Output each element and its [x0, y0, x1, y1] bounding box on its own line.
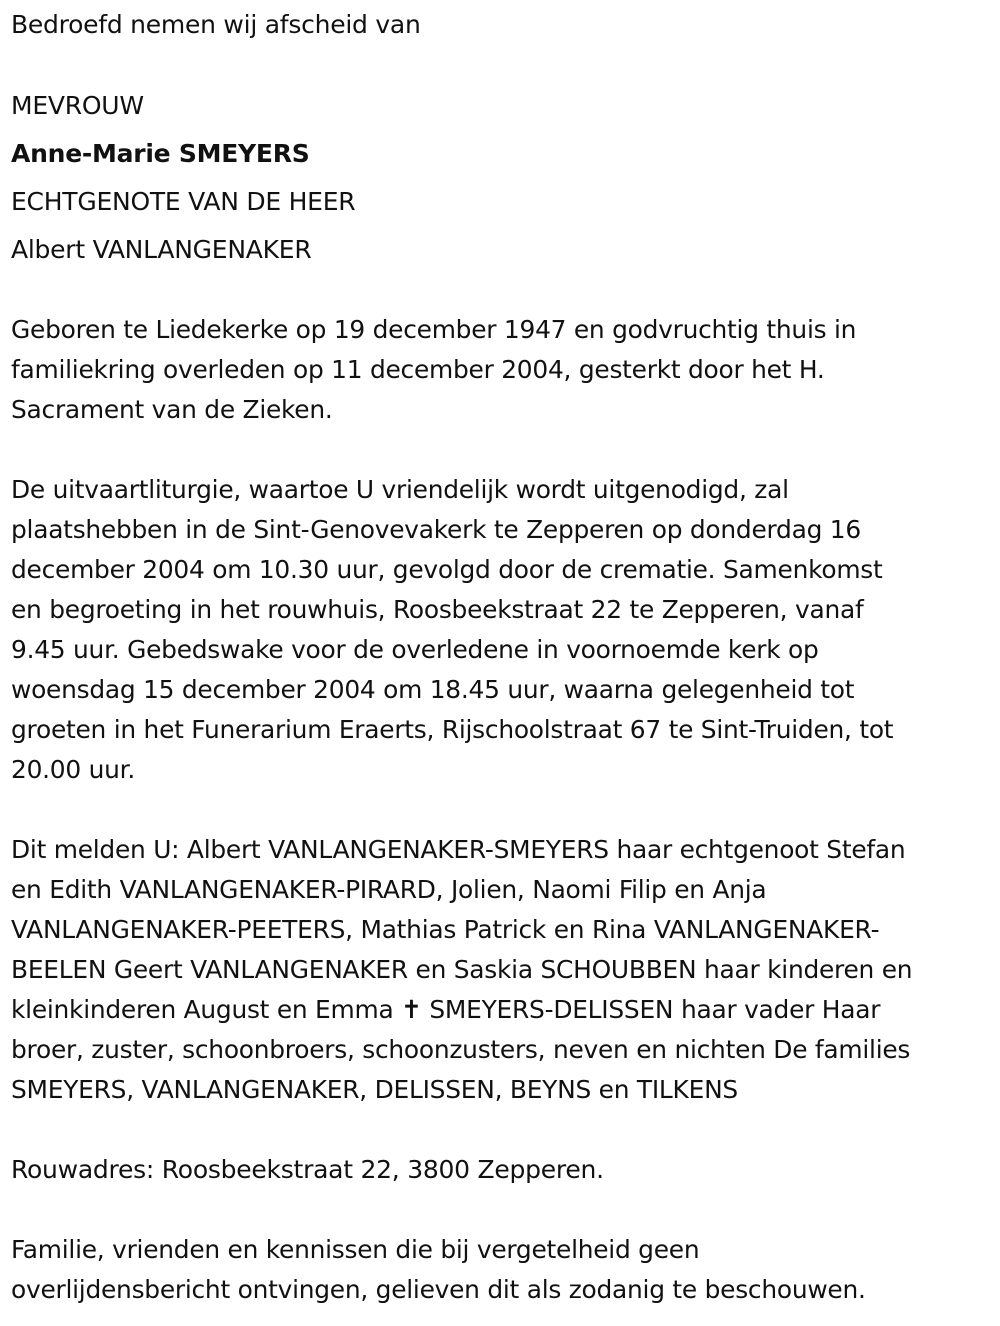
paragraph-line: 9.45 uur. Gebedswake voor de overledene in voornoemde kerk op: [11, 635, 819, 664]
paragraph-line: familiekring overleden op 11 december 2004, gesterkt door het H.: [11, 355, 825, 384]
paragraph-line: plaatshebben in de Sint-Genovevakerk te Zepperen op donderdag 16: [11, 515, 861, 544]
paragraph-line: Sacrament van de Zieken.: [11, 395, 333, 424]
paragraph-line: De uitvaartliturgie, waartoe U vriendelijk wordt uitgenodigd, zal: [11, 475, 789, 504]
paragraph-line: kleinkinderen August en Emma ✝ SMEYERS-DELISSEN haar vader Haar: [11, 995, 881, 1024]
paragraph-line: 20.00 uur.: [11, 755, 136, 784]
paragraph-line: overlijdensbericht ontvingen, gelieven dit als zodanig te beschouwen.: [11, 1275, 866, 1304]
paragraph-line: Geboren te Liedekerke op 19 december 1947 en godvruchtig thuis in: [11, 315, 857, 344]
deceased-name: Anne-Marie SMEYERS: [11, 139, 310, 168]
funeral-paragraph: [11, 470, 996, 790]
paragraph-line: groeten in het Funerarium Eraerts, Rijschoolstraat 67 te Sint-Truiden, tot: [11, 715, 894, 744]
intro-line: Bedroefd nemen wij afscheid van: [11, 10, 421, 39]
family-paragraph: [11, 830, 996, 1110]
closing-paragraph: [11, 1230, 996, 1310]
title-prefix: MEVROUW: [11, 91, 144, 120]
paragraph-line: Dit melden U: Albert VANLANGENAKER-SMEYERS haar echtgenoot Stefan: [11, 835, 906, 864]
paragraph-line: SMEYERS, VANLANGENAKER, DELISSEN, BEYNS en TILKENS: [11, 1075, 738, 1104]
spouse-name: Albert VANLANGENAKER: [11, 235, 312, 264]
paragraph-line: woensdag 15 december 2004 om 18.45 uur, waarna gelegenheid tot: [11, 675, 855, 704]
paragraph-line: en Edith VANLANGENAKER-PIRARD, Jolien, Naomi Filip en Anja: [11, 875, 767, 904]
paragraph-line: Familie, vrienden en kennissen die bij vergetelheid geen: [11, 1235, 700, 1264]
spouse-prefix: ECHTGENOTE VAN DE HEER: [11, 187, 356, 216]
paragraph-line: december 2004 om 10.30 uur, gevolgd door de crematie. Samenkomst: [11, 555, 883, 584]
paragraph-line: broer, zuster, schoonbroers, schoonzusters, neven en nichten De families: [11, 1035, 911, 1064]
mourning-address: Rouwadres: Roosbeekstraat 22, 3800 Zepperen.: [11, 1155, 604, 1184]
paragraph-line: en begroeting in het rouwhuis, Roosbeekstraat 22 te Zepperen, vanaf: [11, 595, 864, 624]
paragraph-line: VANLANGENAKER-PEETERS, Mathias Patrick en Rina VANLANGENAKER-: [11, 915, 880, 944]
paragraph-line: BEELEN Geert VANLANGENAKER en Saskia SCHOUBBEN haar kinderen en: [11, 955, 913, 984]
birth-death-paragraph: [11, 310, 996, 430]
